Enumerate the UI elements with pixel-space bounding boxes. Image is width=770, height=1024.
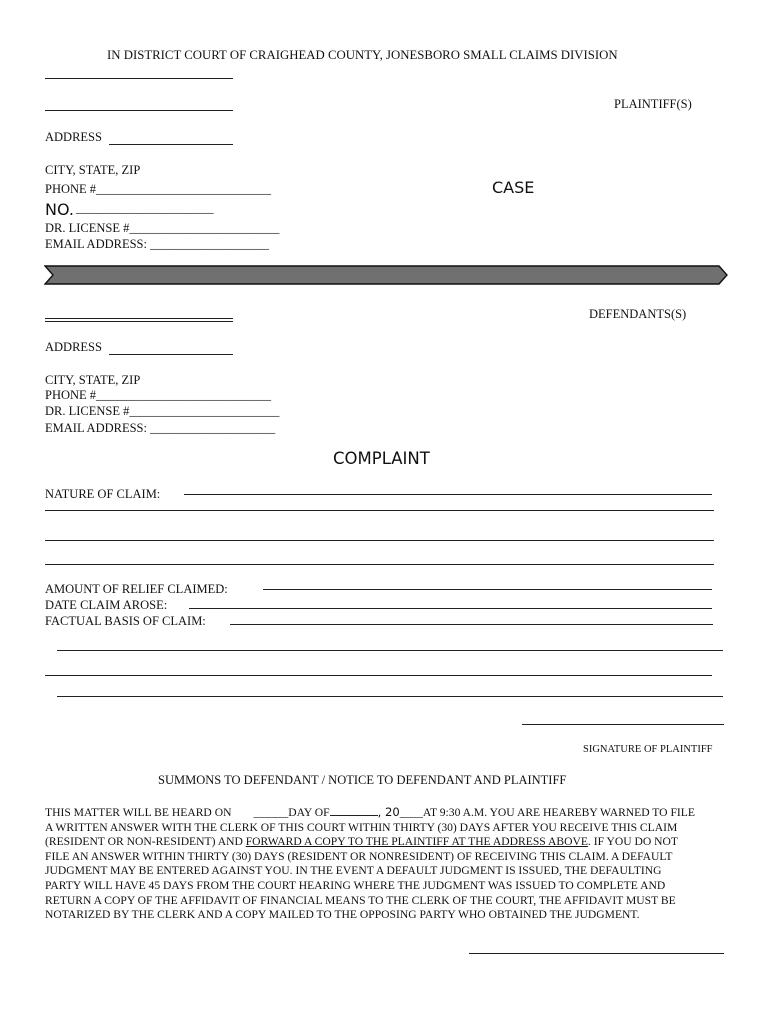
complaint-title: COMPLAINT xyxy=(333,449,430,468)
signature-label: SIGNATURE OF PLAINTIFF xyxy=(583,744,713,755)
forward-copy-instruction: FORWARD A COPY TO THE PLAINTIFF AT THE ADDRESS ABOVE xyxy=(245,835,588,849)
summons-line-1 xyxy=(45,805,757,821)
case-no-label: NO. xyxy=(45,200,74,219)
hearing-year-label: , 20 xyxy=(377,805,400,819)
summons-line-3 xyxy=(45,835,757,850)
amount-line[interactable] xyxy=(263,589,712,590)
plaintiff-address-label: ADDRESS xyxy=(45,130,102,144)
banner-shape xyxy=(45,266,727,284)
nature-line-4[interactable] xyxy=(45,564,714,565)
hearing-day-field[interactable]: ______DAY OF xyxy=(253,806,330,819)
factual-line-2[interactable] xyxy=(57,650,723,651)
hearing-year-field[interactable]: ____AT 9:30 A.M. YOU ARE HEAREBY WARNED TO FILE xyxy=(399,806,695,819)
nature-of-claim-line[interactable] xyxy=(184,494,712,495)
plaintiff-license-field[interactable]: DR. LICENSE #________________________ xyxy=(45,221,280,235)
case-no-field[interactable]: ______________________ xyxy=(76,201,214,215)
summons-line-1-start: THIS MATTER WILL BE HEARD ON xyxy=(45,806,232,819)
plaintiff-email-field[interactable]: EMAIL ADDRESS: ___________________ xyxy=(45,237,269,251)
summons-line-2: A WRITTEN ANSWER WITH THE CLERK OF THIS COURT WITHIN THIRTY (30) DAYS AFTER YOU RECEIVE THIS CLAIM xyxy=(45,820,678,834)
hearing-month-blank[interactable] xyxy=(330,805,378,816)
plaintiff-city-label: CITY, STATE, ZIP xyxy=(45,163,141,177)
nature-of-claim-label: NATURE OF CLAIM: xyxy=(45,487,161,501)
plaintiff-role-label: PLAINTIFF(S) xyxy=(614,97,692,111)
defendant-phone-field[interactable]: PHONE #____________________________ xyxy=(45,388,272,402)
defendant-license-field[interactable]: DR. LICENSE #________________________ xyxy=(45,404,280,418)
court-title: IN DISTRICT COURT OF CRAIGHEAD COUNTY, JONESBORO SMALL CLAIMS DIVISION xyxy=(107,48,618,62)
defendant-role-label: DEFENDANTS(S) xyxy=(589,307,687,321)
defendant-address-label: ADDRESS xyxy=(45,340,102,354)
summons-line-3-start: (RESIDENT OR NON-RESIDENT) AND xyxy=(45,835,246,849)
summons-line-5: JUDGMENT MAY BE ENTERED AGAINST YOU. IN THE EVENT A DEFAULT JUDGMENT IS ISSUED, THE DEFAULTING xyxy=(45,864,662,878)
nature-line-2[interactable] xyxy=(45,510,714,511)
factual-basis-label: FACTUAL BASIS OF CLAIM: xyxy=(45,614,206,628)
case-label: CASE xyxy=(492,178,535,197)
summons-line-8: NOTARIZED BY THE CLERK AND A COPY MAILED TO THE OPPOSING PARTY WHO OBTAINED THE JUDGMENT. xyxy=(45,908,640,922)
defendant-city-label: CITY, STATE, ZIP xyxy=(45,373,141,387)
clerk-signature-line[interactable] xyxy=(469,953,724,954)
summons-paragraph xyxy=(45,805,757,923)
factual-line-3[interactable] xyxy=(45,675,712,676)
summons-title: SUMMONS TO DEFENDANT / NOTICE TO DEFENDANT AND PLAINTIFF xyxy=(158,773,567,787)
defendant-email-field[interactable]: EMAIL ADDRESS: ____________________ xyxy=(45,421,276,435)
nature-line-3[interactable] xyxy=(45,540,714,541)
plaintiff-signature-line[interactable] xyxy=(522,724,724,725)
summons-line-6: PARTY WILL HAVE 45 DAYS FROM THE COURT HEARING WHERE THE JUDGMENT WAS ISSUED TO COMPLETE AND xyxy=(45,878,666,892)
plaintiff-name-line-1[interactable] xyxy=(45,78,233,79)
plaintiff-phone-field[interactable]: PHONE #____________________________ xyxy=(45,182,272,196)
summons-line-3-end: . IF YOU DO NOT xyxy=(587,835,678,849)
defendant-address-line[interactable] xyxy=(109,354,233,355)
defendant-name-line[interactable] xyxy=(45,318,233,322)
amount-label: AMOUNT OF RELIEF CLAIMED: xyxy=(45,582,228,596)
date-arose-label: DATE CLAIM AROSE: xyxy=(45,598,168,612)
summons-line-4: FILE AN ANSWER WITHIN THIRTY (30) DAYS (RESIDENT OR NONRESIDENT) OF RECEIVING THIS CLAIM. A DEFAULT xyxy=(45,849,673,863)
factual-line-4[interactable] xyxy=(57,696,723,697)
date-arose-line[interactable] xyxy=(189,608,712,609)
versus-banner xyxy=(44,265,728,285)
plaintiff-address-line[interactable] xyxy=(109,144,233,145)
summons-line-7: RETURN A COPY OF THE AFFIDAVIT OF FINANCIAL MEANS TO THE CLERK OF THE COURT, THE AFFIDAVIT MUST BE xyxy=(45,893,676,907)
factual-basis-line[interactable] xyxy=(230,624,713,625)
plaintiff-name-line-2[interactable] xyxy=(45,110,233,111)
